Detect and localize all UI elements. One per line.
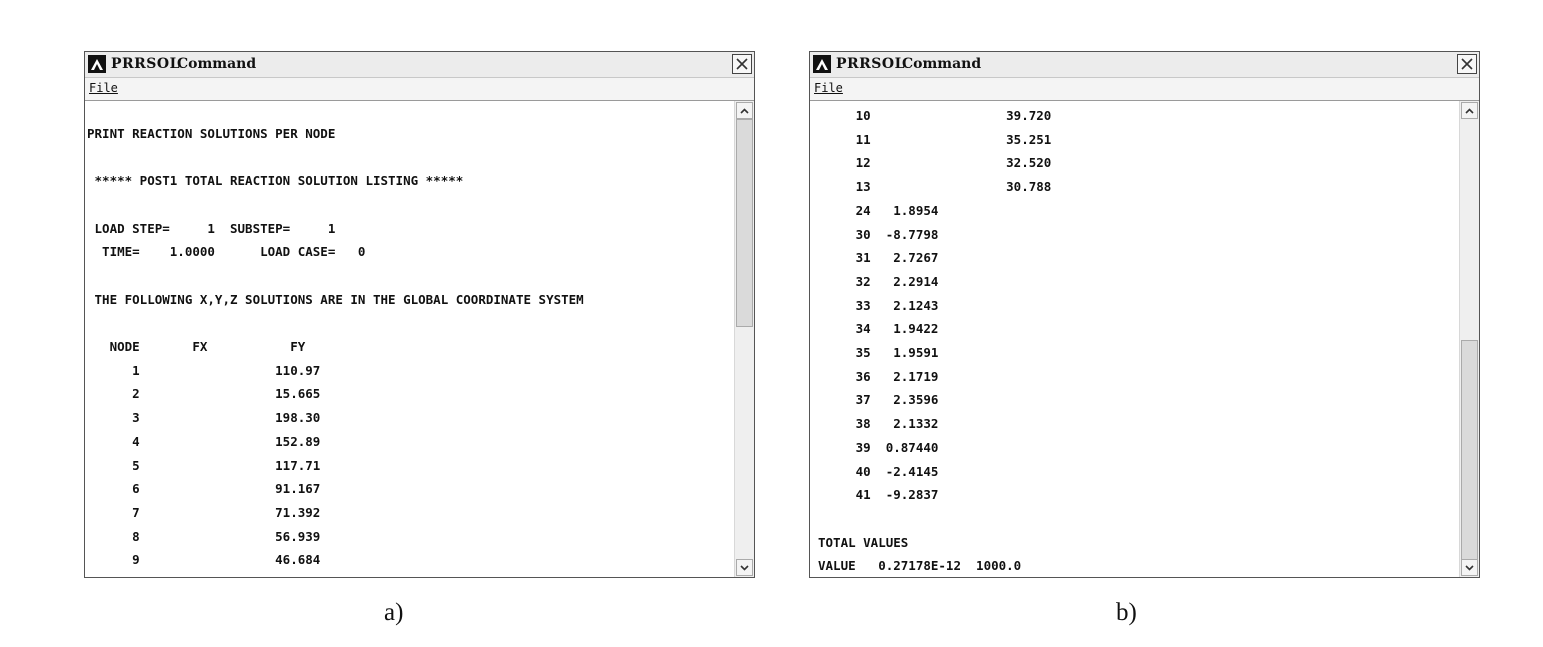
window-title-command: Command: [177, 56, 257, 72]
listing-line: 7 71.392: [87, 504, 321, 520]
close-button[interactable]: [732, 54, 752, 74]
listing-line: 4 152.89: [87, 433, 321, 449]
prrsol-command-window-a: [84, 51, 755, 578]
listing-line: 30 -8.7798: [818, 226, 939, 242]
listing-line: 13 30.788: [818, 179, 1052, 195]
listing-line: NODE FX FY: [87, 339, 306, 354]
close-button[interactable]: [1457, 54, 1477, 74]
listing-line: THE FOLLOWING X,Y,Z SOLUTIONS ARE IN THE GLOBAL COORDINATE SYSTEM: [87, 291, 584, 307]
listing-line: 37 2.3596: [818, 392, 939, 408]
prrsol-command-window-b: [809, 51, 1480, 578]
ansys-logo-icon: [813, 55, 831, 73]
listing-line: 6 91.167: [87, 481, 321, 497]
listing-line: TIME= 1.0000 LOAD CASE= 0: [87, 244, 366, 260]
listing-line: 41 -9.2837: [818, 487, 939, 503]
scroll-up-button[interactable]: [736, 102, 753, 119]
listing-line: 1 110.97: [87, 362, 321, 378]
vertical-scrollbar[interactable]: [1459, 101, 1479, 577]
listing-line: 38 2.1332: [818, 416, 939, 432]
scroll-down-button[interactable]: [1461, 559, 1478, 576]
listing-line: 3 198.30: [87, 410, 321, 426]
menu-bar: [85, 78, 754, 101]
listing-line: ***** POST1 TOTAL REACTION SOLUTION LISTING *****: [87, 173, 464, 189]
listing-line: 36 2.1719: [818, 368, 939, 384]
scroll-down-arrow-icon: [1465, 565, 1474, 571]
scroll-up-arrow-icon: [740, 108, 749, 114]
scroll-up-arrow-icon: [1465, 108, 1474, 114]
window-title-app: PRRSOL: [836, 56, 905, 72]
scroll-down-arrow-icon: [740, 565, 749, 571]
listing-line: 33 2.1243: [818, 297, 939, 313]
scroll-up-button[interactable]: [1461, 102, 1478, 119]
output-listing: [810, 101, 1459, 577]
close-icon: [736, 58, 748, 70]
listing-line: 32 2.2914: [818, 273, 939, 289]
menu-bar: [810, 78, 1479, 101]
menu-file[interactable]: File: [814, 81, 843, 95]
listing-line: TOTAL VALUES: [818, 534, 909, 550]
listing-line: 24 1.8954: [818, 202, 939, 218]
figure-caption-a: a): [384, 599, 404, 626]
listing-line: 10 39.720: [818, 108, 1052, 123]
listing-line: 12 32.520: [818, 155, 1052, 171]
listing-line: 35 1.9591: [818, 345, 939, 360]
listing-line: 31 2.7267: [818, 250, 939, 266]
menu-file[interactable]: File: [89, 81, 118, 95]
output-listing: [85, 101, 734, 577]
listing-line: LOAD STEP= 1 SUBSTEP= 1: [87, 220, 336, 236]
scroll-down-button[interactable]: [736, 559, 753, 576]
figure-caption-b: b): [1116, 599, 1137, 626]
listing-line: 11 35.251: [818, 131, 1052, 147]
scrollbar-thumb[interactable]: [736, 119, 753, 327]
listing-line: 8 56.939: [87, 528, 321, 544]
listing-line: 39 0.87440: [818, 439, 939, 455]
window-title-command: Command: [902, 56, 982, 72]
window-title-app: PRRSOL: [111, 56, 180, 72]
title-bar[interactable]: [85, 52, 754, 78]
ansys-logo-icon: [88, 55, 106, 73]
listing-line: 2 15.665: [87, 386, 321, 402]
listing-line: 34 1.9422: [818, 321, 939, 337]
close-icon: [1461, 58, 1473, 70]
listing-line: 40 -2.4145: [818, 463, 939, 479]
listing-line: 5 117.71: [87, 457, 321, 473]
listing-line: VALUE 0.27178E-12 1000.0: [818, 558, 1022, 574]
listing-line: PRINT REACTION SOLUTIONS PER NODE: [87, 125, 336, 141]
listing-line: 9 46.684: [87, 552, 321, 568]
vertical-scrollbar[interactable]: [734, 101, 754, 577]
scrollbar-thumb[interactable]: [1461, 340, 1478, 561]
title-bar[interactable]: [810, 52, 1479, 78]
